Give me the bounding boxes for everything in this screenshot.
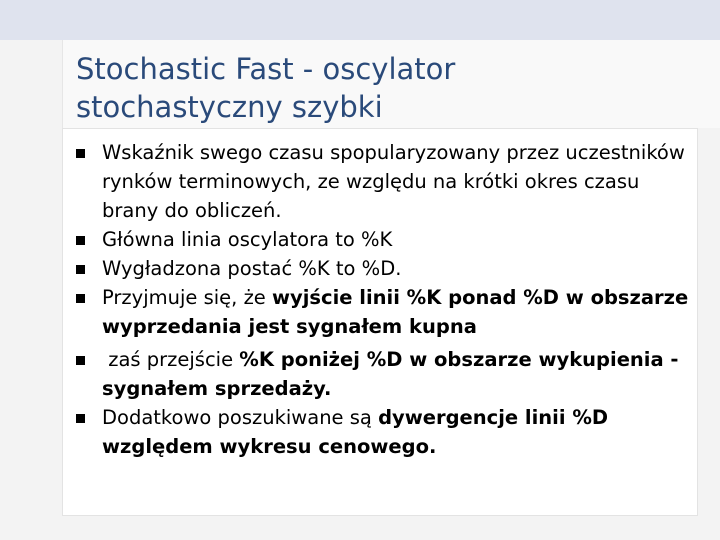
bullet-text: Główna linia oscylatora to %K: [102, 228, 393, 251]
bullet-item: [76, 225, 692, 254]
bullet-bold-text: wyjście linii %K ponad %D w obszarze wyprzedania jest sygnałem kupna: [102, 286, 689, 338]
bullet-text: Wskaźnik swego czasu spopularyzowany przez uczestników rynków terminowych, ze względu na krótki okres czasu brany do obliczeń.: [102, 141, 685, 222]
bullet-text: zaś przejście: [102, 348, 240, 371]
bullet-item: [76, 138, 692, 225]
square-bullet-icon: [76, 356, 85, 365]
bullet-list: [76, 138, 692, 461]
bullet-item: [76, 254, 692, 283]
slide-title-line-2: stochastyczny szybki: [76, 90, 383, 124]
bullet-item: [76, 283, 692, 341]
square-bullet-icon: [76, 236, 85, 245]
slide-title: [76, 50, 696, 126]
square-bullet-icon: [76, 149, 85, 158]
bullet-item: [76, 345, 692, 403]
square-bullet-icon: [76, 414, 85, 423]
square-bullet-icon: [76, 294, 85, 303]
slide-title-line-1: Stochastic Fast - oscylator: [76, 52, 456, 86]
square-bullet-icon: [76, 265, 85, 274]
slide-header-band: [0, 0, 720, 40]
bullet-text: Dodatkowo poszukiwane są: [102, 406, 379, 429]
bullet-bold-text: %K poniżej %D w obszarze wykupienia - sygnałem sprzedaży.: [102, 348, 679, 400]
bullet-bold-text: dywergencje linii %D względem wykresu cenowego.: [102, 406, 609, 458]
bullet-text: Wygładzona postać %K to %D.: [102, 257, 402, 280]
bullet-item: [76, 403, 692, 461]
bullet-text: Przyjmuje się, że: [102, 286, 272, 309]
